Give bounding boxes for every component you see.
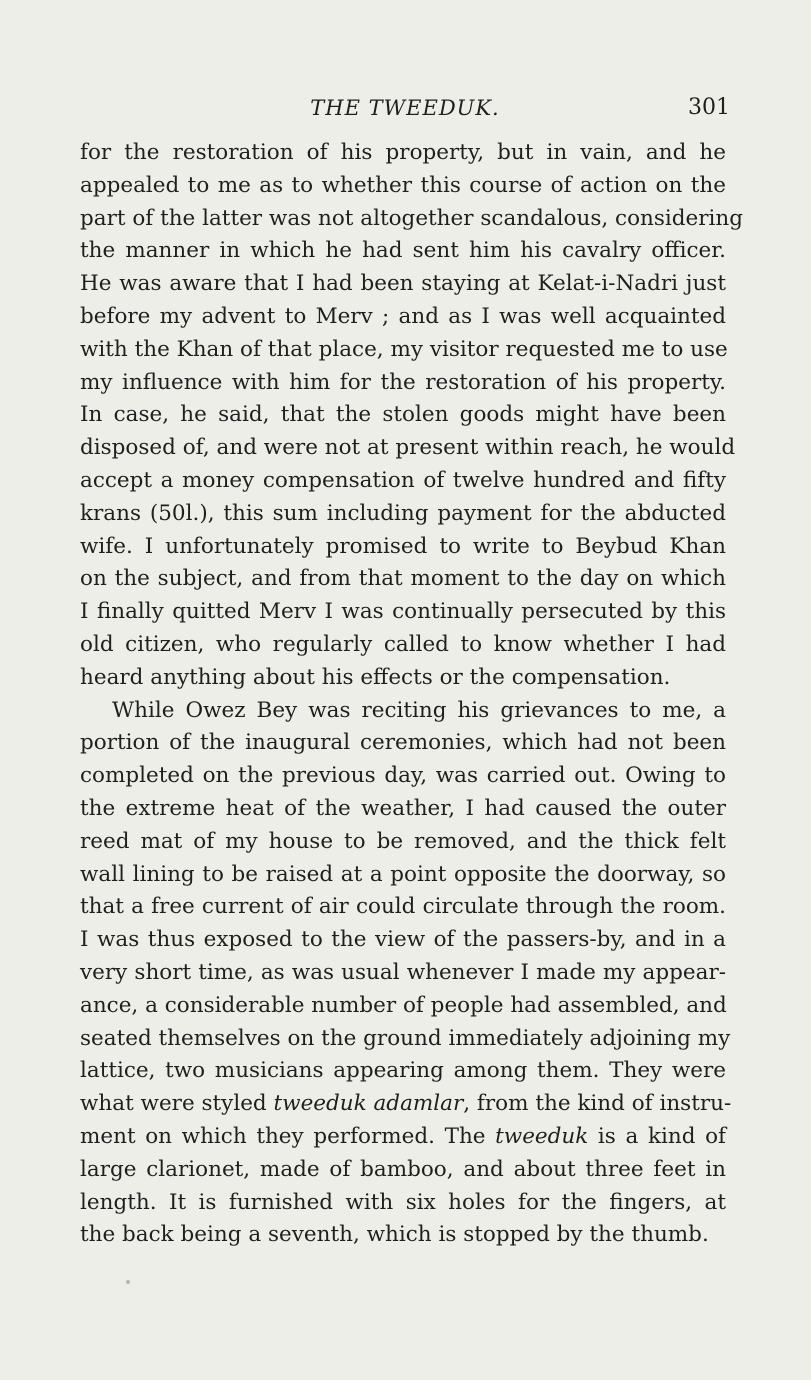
paragraph-2 [80,695,732,1253]
text-line: He was aware that I had been staying at Kelat-i-Nadri just [80,271,726,297]
italic-term: tweeduk [495,1123,589,1149]
text-line: appealed to me as to whether this course of action on the [80,172,726,198]
text-line: I finally quitted Merv I was continually persecuted by this [80,599,726,625]
text-line: seated themselves on the ground immediately adjoining my [80,1025,731,1051]
paper-speck [126,1280,130,1284]
text-line: before my advent to Merv ; and as I was well acquainted [80,303,726,329]
text-line: old citizen, who regularly called to know whether I had [80,631,726,657]
text-line [80,1121,726,1154]
text-line: accept a money compensation of twelve hundred and fifty [80,467,726,493]
text-line: very short time, as was usual whenever I made my appear- [80,959,726,985]
text-line: my influence with him for the restoration of his property. [80,369,726,395]
text-segment: ment on which they performed. The [80,1123,496,1149]
text-line: on the subject, and from that moment to the day on which [80,566,726,592]
text-line: completed on the previous day, was carried out. Owing to [80,763,726,789]
text-line: length. It is furnished with six holes for the fingers, at [80,1189,726,1215]
text-line: for the restoration of his property, but in vain, and he [80,140,726,165]
running-head [80,92,730,124]
text-line: reed mat of my house to be removed, and the thick felt [80,828,726,854]
text-line: wife. I unfortunately promised to write to Beybud Khan [80,533,726,559]
text-line: large clarionet, made of bamboo, and about three feet in [80,1156,726,1182]
text-segment: what were styled [80,1091,274,1117]
italic-term: tweeduk adamlar [273,1091,464,1117]
text-line: the extreme heat of the weather, I had caused the outer [80,795,726,821]
page-number: 301 [688,95,730,120]
text-line: disposed of, and were not at present within reach, he would [80,435,736,461]
text-line: with the Khan of that place, my visitor requested me to use [80,336,728,362]
text-segment: is a kind of [588,1123,726,1149]
text-line: heard anything about his effects or the compensation. [80,664,671,690]
text-line: portion of the inaugural ceremonies, which had not been [80,730,726,756]
paragraph-1 [80,137,744,695]
text-line: ance, a considerable number of people had assembled, and [80,992,727,1018]
text-line: I was thus exposed to the view of the passers-by, and in a [80,927,726,953]
text-line: krans (50l.), this sum including payment for the abducted [80,500,726,526]
text-line: While Owez Bey was reciting his grievances to me, a [112,697,726,723]
text-line: In case, he said, that the stolen goods might have been [80,402,726,428]
body-text [80,137,744,1252]
text-line: the manner in which he had sent him his cavalry officer. [80,238,726,264]
text-line [80,1088,732,1121]
running-title: THE TWEEDUK. [310,96,500,120]
text-line: lattice, two musicians appearing among them. They were [80,1058,726,1084]
text-line: part of the latter was not altogether scandalous, considering [80,205,744,231]
text-line: that a free current of air could circulate through the room. [80,894,726,920]
text-line: wall lining to be raised at a point opposite the doorway, so [80,861,726,887]
text-segment: , from the kind of instru- [463,1091,732,1117]
text-line: the back being a seventh, which is stopped by the thumb. [80,1222,709,1248]
